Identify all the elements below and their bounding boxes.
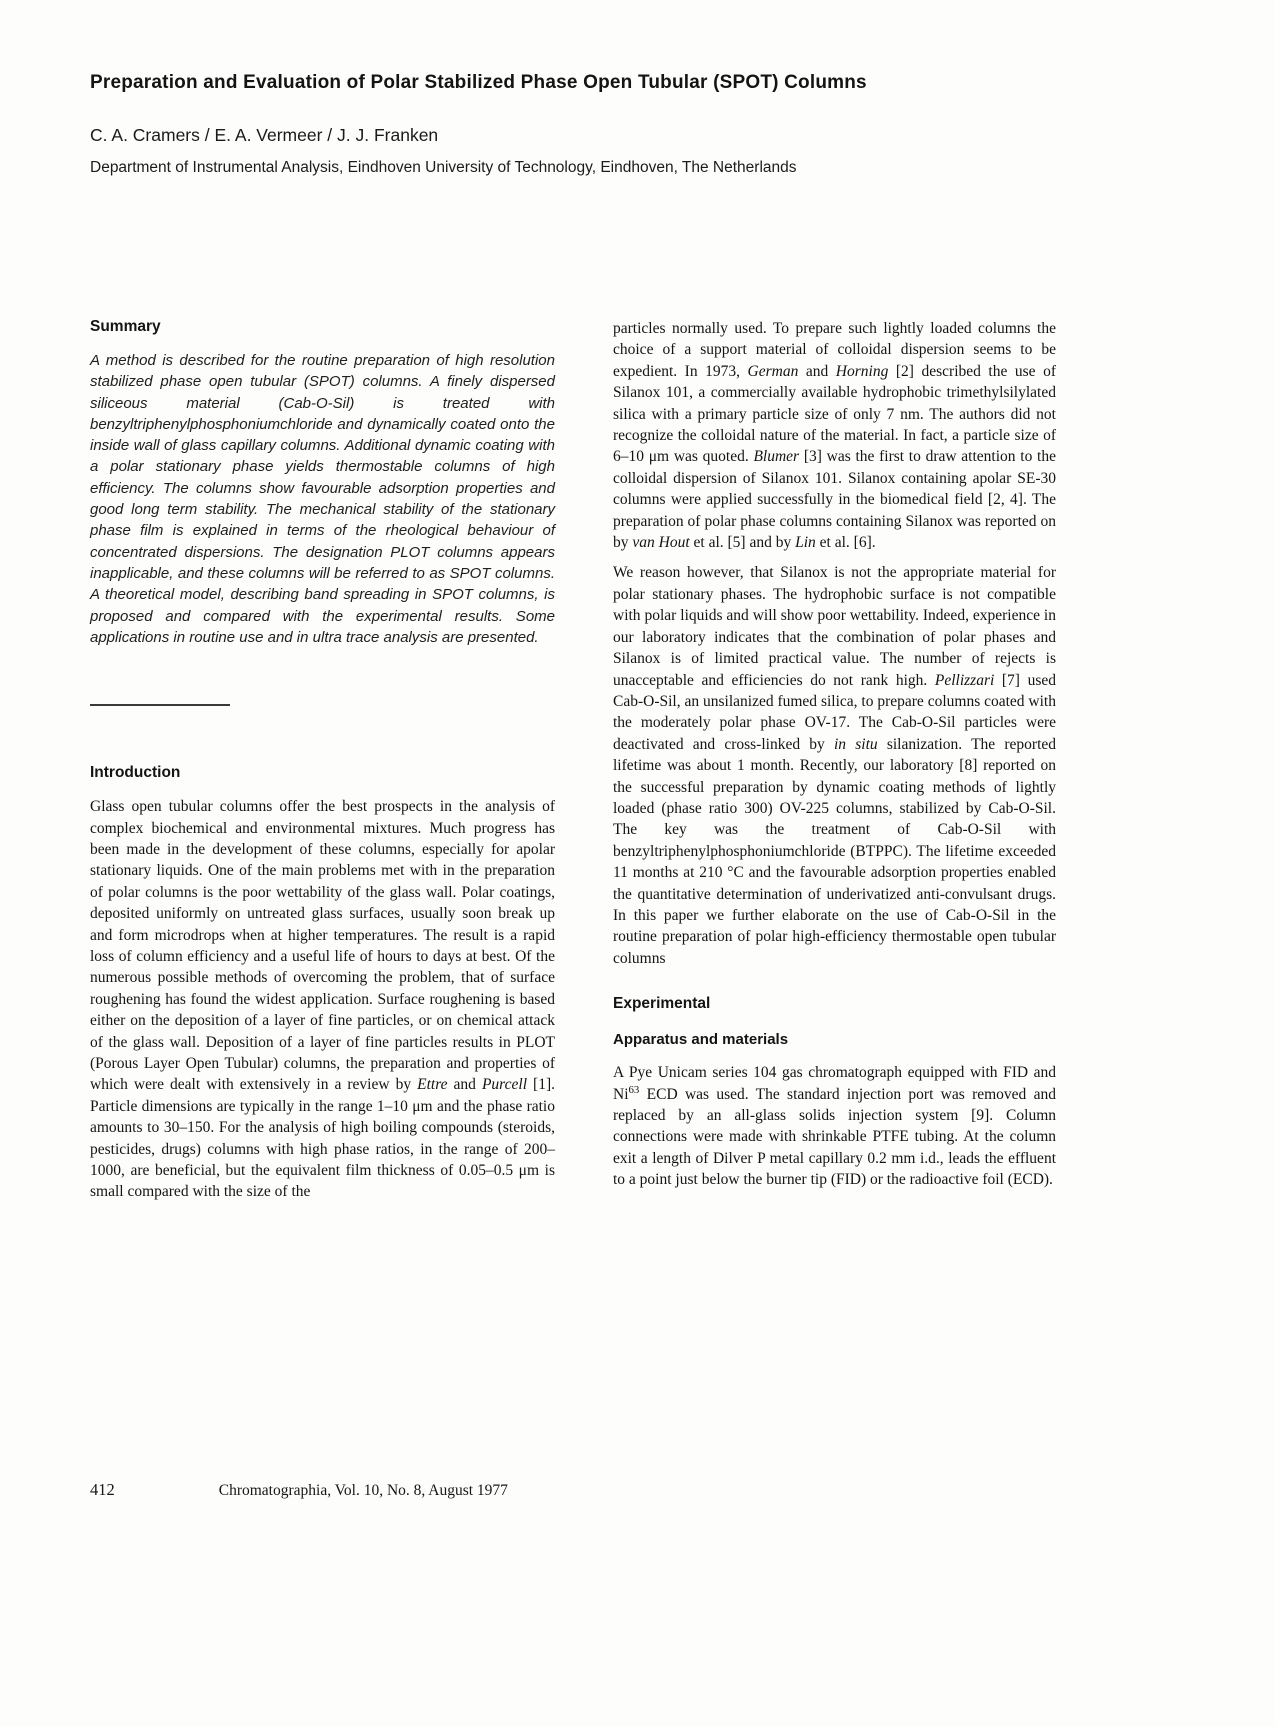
- introduction-heading: Introduction: [90, 764, 181, 782]
- body-paragraph-1: particles normally used. To prepare such lightly loaded columns the choice of a support material of colloidal dispersion seems to be expedient. In 1973, German and Horning [2] described the use of Silanox 101, a commercially available hydrophobic trimethylsilylated silica with a primary particle size of only 7 nm. The authors did not recognize the colloidal nature of the material. In fact, a particle size of 6–10 μm was quoted. Blumer [3] was the first to draw attention to the colloidal dispersion of Silanox 101. Silanox containing apolar SE-30 columns were applied successfully in the biomedical field [2, 4]. The preparation of polar phase columns containing Silanox was reported on by van Hout et al. [5] and by Lin et al. [6].: [613, 320, 1056, 552]
- page-footer: [90, 1480, 508, 1500]
- apparatus-heading: Apparatus and materials: [613, 1031, 789, 1049]
- journal-citation: Chromatographia, Vol. 10, No. 8, August 1977: [218, 1482, 508, 1499]
- left-column: [90, 318, 555, 1203]
- two-column-body: [90, 318, 1056, 1203]
- summary-text: A method is described for the routine preparation of high resolution stabilized phase open tubular (SPOT) columns. A finely dispersed siliceous material (Cab-O-Sil) is treated with benzyltriphenylphosphoniumchloride and dynamically coated onto the inside wall of glass capillary columns. Additional dynamic coating with a polar stationary phase yields thermostable columns of high efficiency. The columns show favourable adsorption properties and good long term stability. The mechanical stability of the stationary phase film is explained in terms of the rheological behaviour of concentrated dispersions. The designation PLOT columns appears inapplicable, and these columns will be referred to as SPOT columns. A theoretical model, describing band spreading in SPOT columns, is proposed and compared with the experimental results. Some applications in routine use and in ultra trace analysis are presented.: [90, 352, 555, 646]
- summary-heading: Summary: [90, 318, 161, 335]
- article-header: [90, 72, 1195, 177]
- section-divider: [90, 704, 230, 706]
- page-title: Preparation and Evaluation of Polar Stabilized Phase Open Tubular (SPOT) Columns: [90, 72, 867, 93]
- affiliation-line: Department of Instrumental Analysis, Eindhoven University of Technology, Eindhoven, The Netherlands: [90, 159, 797, 176]
- introduction-paragraph: Glass open tubular columns offer the best prospects in the analysis of complex biochemical and environmental mixtures. Much progress has been made in the development of these columns, especially for apolar stationary liquids. One of the main problems met with in the preparation of polar columns is the poor wettability of the glass wall. Polar coatings, deposited uniformly on untreated glass surfaces, usually soon break up and form microdrops when at higher temperatures. The result is a rapid loss of column efficiency and a useful life of hours to days at best. Of the numerous possible methods of overcoming the problem, that of surface roughening has found the widest application. Surface roughening is based either on the deposition of a layer of fine particles, or on chemical attack of the glass wall. Deposition of a layer of fine particles results in PLOT (Porous Layer Open Tubular) columns, the preparation and properties of which were dealt with extensively in a review by Ettre and Purcell [1]. Particle dimensions are typically in the range 1–10 μm and the phase ratio amounts to 30–150. For the analysis of high boiling compounds (steroids, pesticides, drugs) columns with high phase ratios, in the range of 200–1000, are beneficial, but the equivalent film thickness of 0.05–0.5 μm is small compared with the size of the: [90, 798, 555, 1201]
- authors-line: C. A. Cramers / E. A. Vermeer / J. J. Franken: [90, 125, 439, 145]
- experimental-heading: Experimental: [613, 995, 711, 1013]
- body-paragraph-2: We reason however, that Silanox is not the appropriate material for polar stationary phases. The hydrophobic surface is not compatible with polar liquids and will show poor wettability. Indeed, experience in our laboratory indicates that the combination of polar phases and Silanox is of limited practical value. The number of rejects is unacceptable and efficiencies do not rank high. Pellizzari [7] used Cab-O-Sil, an unsilanized fumed silica, to prepare columns coated with the moderately polar phase OV-17. The Cab-O-Sil particles were deactivated and cross-linked by in situ silanization. The reported lifetime was about 1 month. Recently, our laboratory [8] reported on the successful preparation by dynamic coating methods of lightly loaded (phase ratio 300) OV-225 columns, stabilized by Cab-O-Sil. The key was the treatment of Cab-O-Sil with benzyltriphenylphosphoniumchloride (BTPPC). The lifetime exceeded 11 months at 210 °C and the favourable adsorption properties enabled the quantitative determination of underivatized anti-convulsant drugs. In this paper we further elaborate on the use of Cab-O-Sil in the routine preparation of polar high-efficiency thermostable open tubular columns: [613, 564, 1056, 967]
- page-number: 412: [90, 1480, 115, 1499]
- right-column: [613, 318, 1056, 1203]
- apparatus-paragraph: A Pye Unicam series 104 gas chromatograph equipped with FID and Ni$^{63}$ ECD was used. The standard injection port was removed and replaced by an all-glass solids injection system [9]. Column connections were made with shrinkable PTFE tubing. At the column exit a length of Dilver P metal capillary 0.2 mm i.d., leads the effluent to a point just below the burner tip (FID) or the radioactive foil (ECD).: [613, 1064, 1056, 1189]
